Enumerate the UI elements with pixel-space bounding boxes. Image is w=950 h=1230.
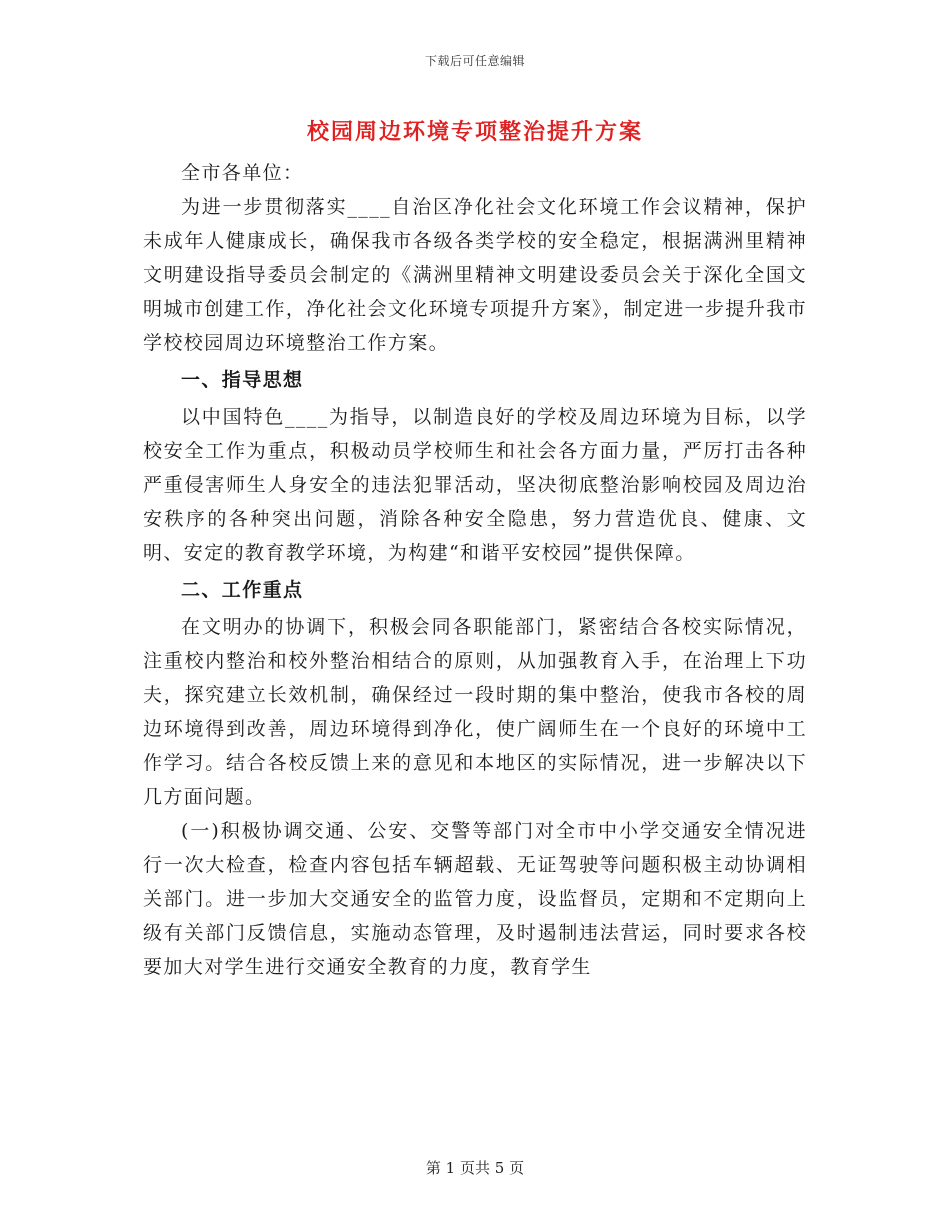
- document-body: [143, 156, 807, 984]
- section-paragraph: 以中国特色____为指导，以制造良好的学校及周边环境为目标，以学校安全工作为重点，积极动员学校师生和社会各方面力量，严厉打击各种严重侵害师生人身安全的违法犯罪活动，坚决彻底整治影响校园及周边治安秩序的各种突出问题，消除各种安全隐患，努力营造优良、健康、文明、安定的教育教学环境，为构建“和谐平安校园”提供保障。: [143, 406, 807, 564]
- section-heading-work-focus: 二、工作重点: [181, 579, 304, 601]
- section-paragraph: (一)积极协调交通、公安、交警等部门对全市中小学交通安全情况进行一次大检查，检查内容包括车辆超载、无证驾驶等问题积极主动协调相关部门。进一步加大交通安全的监管力度，设监督员，定期和不定期向上级有关部门反馈信息，实施动态管理，及时遏制违法营运，同时要求各校要加大对学生进行交通安全教育的力度，教育学生: [143, 820, 807, 978]
- page-number: 第 1 页共 5 页: [425, 1159, 525, 1177]
- salutation: 全市各单位：: [181, 162, 304, 184]
- page-header-note: 下载后可任意编辑: [424, 54, 525, 68]
- section-heading-guiding-ideology: 一、指导思想: [181, 369, 304, 391]
- document-title: 校园周边环境专项整治提升方案: [306, 119, 643, 145]
- section-paragraph: 在文明办的协调下，积极会同各职能部门，紧密结合各校实际情况，注重校内整治和校外整治相结合的原则，从加强教育入手，在治理上下功夫，探究建立长效机制，确保经过一段时期的集中整治，使我市各校的周边环境得到改善，周边环境得到净化，使广阔师生在一个良好的环境中工作学习。结合各校反馈上来的意见和本地区的实际情况，进一步解决以下几方面问题。: [143, 616, 807, 808]
- intro-paragraph: 为进一步贯彻落实____自治区净化社会文化环境工作会议精神，保护未成年人健康成长，确保我市各级各类学校的安全稳定，根据满洲里精神文明建设指导委员会制定的《满洲里精神文明建设委员会关于深化全国文明城市创建工作，净化社会文化环境专项提升方案》，制定进一步提升我市学校校园周边环境整治工作方案。: [143, 196, 807, 354]
